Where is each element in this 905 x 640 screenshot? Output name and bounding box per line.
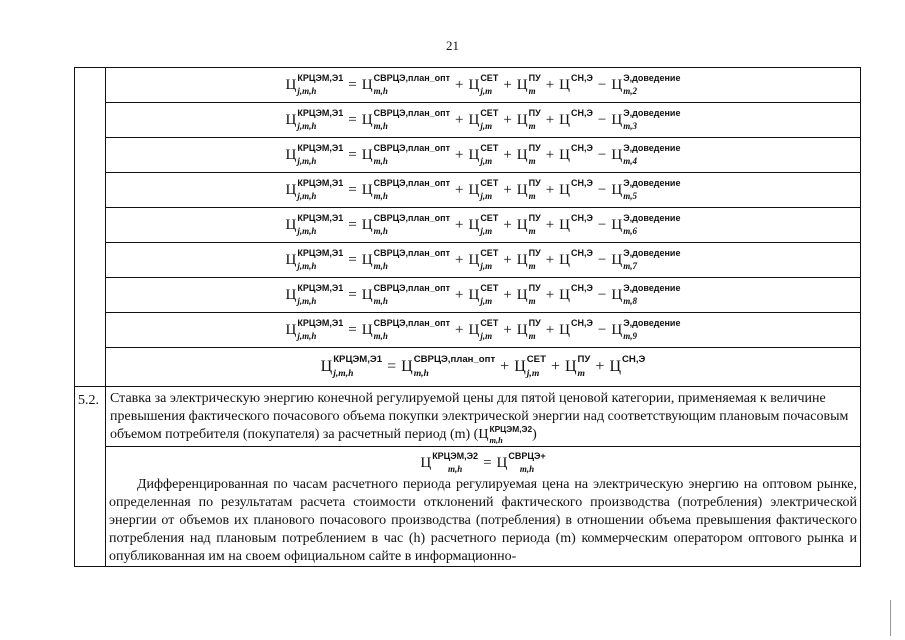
formula-list	[106, 68, 861, 386]
formula-left-term: Ц КРЦЭМ,Э1 j,m,h	[285, 213, 344, 236]
formula-term: Ц ПУ m	[516, 213, 541, 236]
plus-sign: +	[545, 321, 555, 338]
formula-term: Ц ПУ m	[516, 108, 541, 131]
formula-rows-block	[75, 68, 861, 387]
section-5-2-content	[106, 387, 861, 566]
plus-sign: +	[503, 76, 512, 93]
formula-term: Ц СН,Э	[559, 283, 593, 303]
section-5-2-formula	[106, 447, 860, 476]
formula-term: Ц Э,доведение m,9	[611, 318, 681, 341]
formula-term: Ц СЕТ j,m	[468, 108, 499, 131]
formula-term: Ц СН,Э	[559, 318, 593, 338]
formula-term: Ц СВРЦЭ,план_опт m,h	[401, 354, 496, 379]
formula-term: Ц ПУ m	[516, 318, 541, 341]
minus-sign: −	[597, 111, 607, 128]
formula-term: Ц СЕТ j,m	[514, 354, 546, 379]
minus-sign: −	[597, 286, 607, 303]
formula-row	[106, 68, 860, 103]
plus-sign: +	[595, 358, 605, 375]
formula-term: Ц СВРЦЭ,план_опт m,h	[361, 283, 450, 306]
formula-term: Ц СЕТ j,m	[468, 143, 499, 166]
equals-sign: =	[348, 76, 357, 93]
formula-row	[106, 138, 860, 173]
formula-term: Ц СН,Э	[559, 213, 593, 233]
equals-sign: =	[348, 321, 357, 338]
plus-sign: +	[455, 321, 464, 338]
formula-term: Ц СН,Э	[559, 143, 593, 163]
formula-term: Ц ПУ m	[516, 178, 541, 201]
plus-sign: +	[455, 111, 464, 128]
formula-left-term: Ц КРЦЭМ,Э2 m,h	[420, 451, 479, 474]
formula-row	[106, 173, 860, 208]
minus-sign: −	[597, 181, 607, 198]
formula-term: Ц ПУ m	[564, 354, 591, 379]
formula-term: Ц СН,Э	[559, 108, 593, 128]
plus-sign: +	[503, 146, 512, 163]
equals-sign: =	[348, 216, 357, 233]
formula-term: Ц СЕТ j,m	[468, 248, 499, 271]
plus-sign: +	[545, 251, 555, 268]
formula-term: Ц ПУ m	[516, 248, 541, 271]
formula-left-term: Ц КРЦЭМ,Э1 j,m,h	[285, 283, 344, 306]
plus-sign: +	[545, 76, 555, 93]
plus-sign: +	[545, 111, 555, 128]
formula-row	[106, 243, 860, 278]
page-number: 21	[446, 38, 459, 53]
formula-left-term: Ц КРЦЭМ,Э1 j,m,h	[285, 73, 344, 96]
equals-sign: =	[387, 358, 397, 375]
plus-sign: +	[503, 251, 512, 268]
plus-sign: +	[503, 286, 512, 303]
plus-sign: +	[550, 358, 560, 375]
plus-sign: +	[545, 216, 555, 233]
formula-term: Ц СЕТ j,m	[468, 213, 499, 236]
tariff-table	[74, 67, 861, 567]
equals-sign: =	[483, 454, 492, 471]
plus-sign: +	[503, 111, 512, 128]
minus-sign: −	[597, 251, 607, 268]
formula-term: Ц Э,доведение m,8	[611, 283, 681, 306]
equals-sign: =	[348, 146, 357, 163]
formula-left-term: Ц КРЦЭМ,Э1 j,m,h	[285, 248, 344, 271]
formula-left-term: Ц КРЦЭМ,Э1 j,m,h	[285, 143, 344, 166]
formula-term: Ц СВРЦЭ,план_опт m,h	[361, 108, 450, 131]
plus-sign: +	[500, 358, 510, 375]
formula-term: Ц Э,доведение m,3	[611, 108, 681, 131]
formula-left-term: Ц КРЦЭМ,Э1 j,m,h	[285, 178, 344, 201]
page-edge-mark	[890, 600, 891, 636]
plus-sign: +	[455, 76, 464, 93]
formula-term: Ц ПУ m	[516, 143, 541, 166]
formula-term: Ц СВРЦЭ,план_опт m,h	[361, 318, 450, 341]
equals-sign: =	[348, 181, 357, 198]
plus-sign: +	[503, 321, 512, 338]
plus-sign: +	[455, 181, 464, 198]
formula-left-term: Ц КРЦЭМ,Э1 j,m,h	[285, 108, 344, 131]
formula-term: Ц Э,доведение m,4	[611, 143, 681, 166]
formula-term: Ц СЕТ j,m	[468, 318, 499, 341]
plus-sign: +	[545, 286, 555, 303]
description-close: )	[532, 427, 537, 442]
formula-right-term: Ц СВРЦЭ+ m,h	[496, 451, 546, 474]
description-text: Ставка за электрическую энергию конечной регулируемой цены для пятой ценовой категории, применяемая к величине превышения фактического почасового объема покупки электрической энергии над соответствующим плановым почасовым объемом потребителя (покупателя) за расчетный период (m) (	[110, 391, 849, 442]
formula-term: Ц ПУ m	[516, 283, 541, 306]
plus-sign: +	[455, 251, 464, 268]
formula-term: Ц СН,Э	[559, 178, 593, 198]
minus-sign: −	[597, 146, 607, 163]
minus-sign: −	[597, 76, 607, 93]
minus-sign: −	[597, 321, 607, 338]
formula-term: Ц Э,доведение m,7	[611, 248, 681, 271]
plus-sign: +	[503, 216, 512, 233]
plus-sign: +	[545, 181, 555, 198]
formula-term: Ц СВРЦЭ,план_опт m,h	[361, 73, 450, 96]
formula-term: Ц СЕТ j,m	[468, 73, 499, 96]
formula-row	[106, 103, 860, 138]
formula-row	[106, 208, 860, 243]
formula-term: Ц СВРЦЭ,план_опт m,h	[361, 248, 450, 271]
plus-sign: +	[503, 181, 512, 198]
formula-left-term: Ц КРЦЭМ,Э1 j,m,h	[320, 354, 383, 379]
section-description	[106, 387, 860, 447]
section-5-2-paragraph: Дифференцированная по часам расчетного периода регулируемая цена на электрическую энергию на оптовом рынке, определенная по результатам расчета стоимости отклонений фактического производства (потребления) электрической энергии от объемов их планового почасового производства (потребления) в отношении объема превышения фактического потребления над плановым потреблением в час (h) расчетного периода (m) коммерческим оператором оптового рынка и опубликованная им на своем официальном сайте в информационно-	[109, 477, 857, 564]
formula-row	[106, 278, 860, 313]
formula-term: Ц СЕТ j,m	[468, 178, 499, 201]
formula-term: Ц СН,Э	[559, 248, 593, 268]
formula-left-term: Ц КРЦЭМ,Э1 j,m,h	[285, 318, 344, 341]
formula-term: Ц Э,доведение m,2	[611, 73, 681, 96]
plus-sign: +	[545, 146, 555, 163]
equals-sign: =	[348, 286, 357, 303]
formula-term: Ц СВРЦЭ,план_опт m,h	[361, 178, 450, 201]
plus-sign: +	[455, 286, 464, 303]
description-symbol: Ц КРЦЭМ,Э2 m,h	[478, 423, 533, 445]
section-5-2-row	[75, 387, 861, 567]
minus-sign: −	[597, 216, 607, 233]
formula-term: Ц Э,доведение m,5	[611, 178, 681, 201]
plus-sign: +	[455, 216, 464, 233]
final-formula-row	[106, 348, 860, 386]
equals-sign: =	[348, 251, 357, 268]
formula-term: Ц СН,Э	[609, 354, 646, 375]
formula-row	[106, 313, 860, 348]
formula-term: Ц Э,доведение m,6	[611, 213, 681, 236]
section-number: 5.2.	[75, 387, 106, 566]
formula-term: Ц СН,Э	[559, 73, 593, 93]
formula-term: Ц СВРЦЭ,план_опт m,h	[361, 213, 450, 236]
formula-term: Ц СВРЦЭ,план_опт m,h	[361, 143, 450, 166]
equals-sign: =	[348, 111, 357, 128]
formula-term: Ц ПУ m	[516, 73, 541, 96]
formula-term: Ц СЕТ j,m	[468, 283, 499, 306]
row-number-cell	[75, 68, 106, 386]
plus-sign: +	[455, 146, 464, 163]
